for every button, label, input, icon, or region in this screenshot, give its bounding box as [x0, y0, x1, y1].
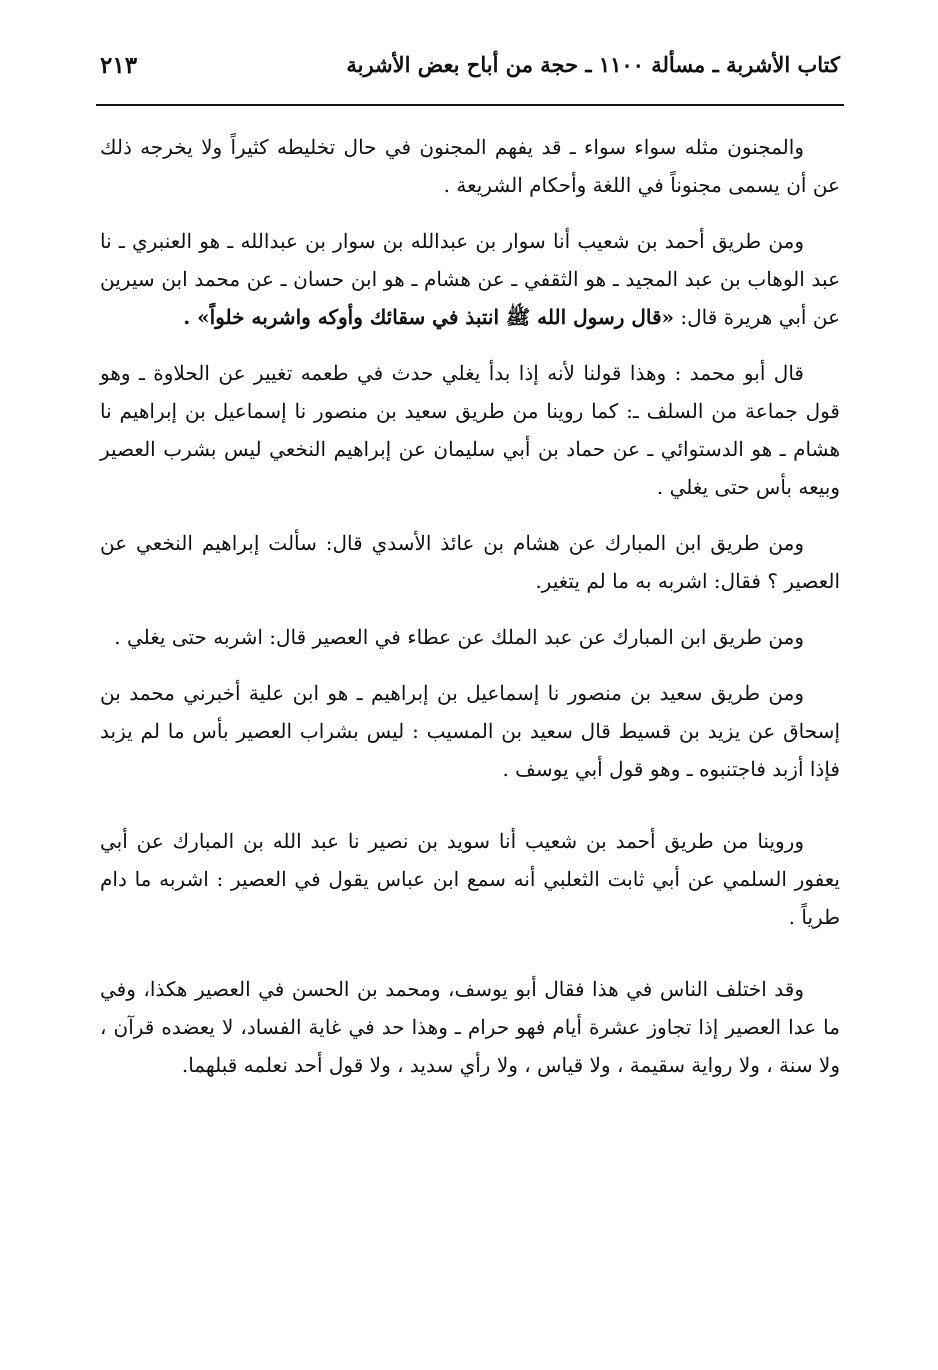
running-title: كتاب الأشربة ـ مسألة ١١٠٠ ـ حجة من أباح بعض الأشربة [346, 52, 840, 77]
paragraph-text: ومن طريق ابن المبارك عن عبد الملك عن عطاء في العصير قال: اشربه حتى يغلي . [114, 625, 804, 649]
page-number: ٢١٣ [100, 52, 138, 79]
paragraph-text: قال أبو محمد : وهذا قولنا لأنه إذا بدأ يغلي حدث في طعمه تغيير عن الحلاوة ـ وهو قول جماعة من السلف ـ: كما روينا من طريق سعيد بن منصور نا إسماعيل بن إبراهيم نا هشام ـ هو الدستوائي ـ عن حماد بن أبي سليمان عن إبراهيم النخعي ليس بشرب العصير وبيعه بأس حتى يغلي . [100, 361, 840, 499]
paragraph-text: وروينا من طريق أحمد بن شعيب أنا سويد بن نصير نا عبد الله بن المبارك عن أبي يعفور السلمي عن أبي ثابت الثعلبي أنه سمع ابن عباس يقول في العصير : اشربه ما دام طرياً . [100, 829, 840, 929]
paragraph-text: ومن طريق سعيد بن منصور نا إسماعيل بن إبراهيم ـ هو ابن علية أخبرني محمد بن إسحاق عن يزيد بن قسيط قال سعيد بن المسيب : ليس بشراب العصير بأس ما لم يزبد فإذا أزبد فاجتنبوه ـ وهو قول أبي يوسف . [100, 681, 840, 781]
paragraph-8 [100, 970, 840, 1084]
paragraph-3 [100, 354, 840, 506]
paragraph-1 [100, 128, 840, 204]
page-body [100, 128, 840, 1102]
paragraph-text: ومن طريق أحمد بن شعيب أنا سوار بن عبدالله بن سوار بن عبدالله ـ هو العنبري ـ نا عبد الوهاب بن عبد المجيد ـ هو الثقفي ـ عن هشام ـ هو ابن حسان ـ عن محمد ابن سيرين عن أبي هريرة قال: [100, 229, 840, 329]
paragraph-4 [100, 524, 840, 600]
hadith-quote: «قال رسول الله ﷺ انتبذ في سقائك وأوكه واشربه خلواً» . [183, 305, 675, 329]
paragraph-2 [100, 222, 840, 336]
paragraph-6 [100, 674, 840, 788]
paragraph-text: والمجنون مثله سواء سواء ـ قد يفهم المجنون في حال تخليطه كثيراً ولا يخرجه ذلك عن أن يسمى مجنوناً في اللغة وأحكام الشريعة . [100, 135, 840, 197]
header-rule [96, 104, 844, 106]
page-header [100, 52, 840, 96]
paragraph-text: وقد اختلف الناس في هذا فقال أبو يوسف، ومحمد بن الحسن في العصير هكذا، وفي ما عدا العصير إذا تجاوز عشرة أيام فهو حرام ـ وهذا حد في غاية الفساد، لا يعضده قرآن ، ولا سنة ، ولا رواية سقيمة ، ولا قياس ، ولا رأي سديد ، ولا قول أحد نعلمه قبلهما. [100, 977, 840, 1077]
paragraph-text: ومن طريق ابن المبارك عن هشام بن عائذ الأسدي قال: سألت إبراهيم النخعي عن العصير ؟ فقال: اشربه به ما لم يتغير. [100, 531, 840, 593]
paragraph-5 [100, 618, 840, 656]
paragraph-7 [100, 822, 840, 936]
